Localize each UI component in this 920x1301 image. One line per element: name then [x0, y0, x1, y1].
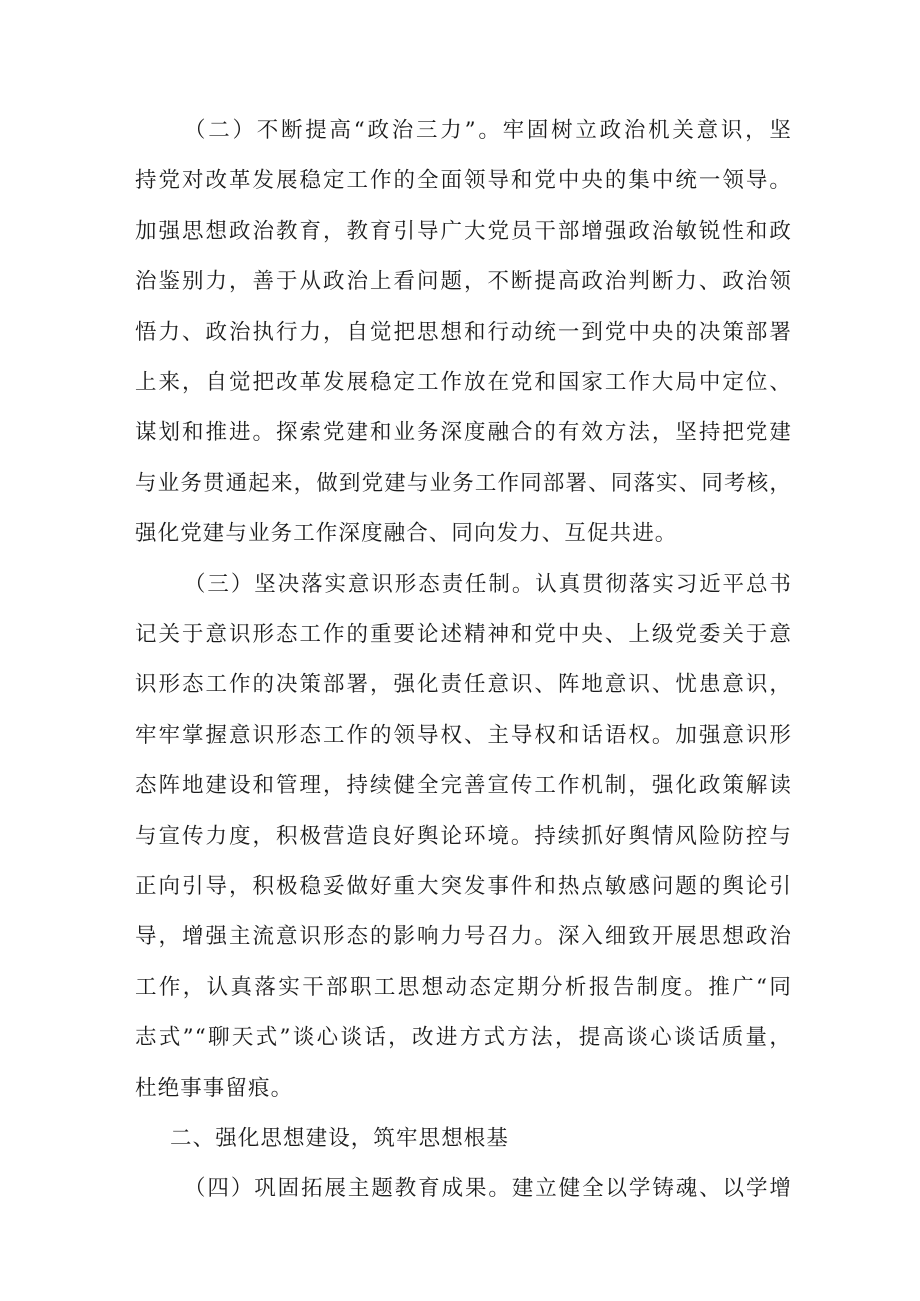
- paragraph-line: 正向引导，积极稳妥做好重大突发事件和热点敏感问题的舆论引: [135, 874, 792, 899]
- paragraph-line: 加强思想政治教育，教育引导广大党员干部增强政治敏锐性和政: [135, 219, 792, 244]
- paragraph-line: 上来，自觉把改革发展稳定工作放在党和国家工作大局中定位、: [135, 370, 792, 395]
- paragraph-line: 态阵地建设和管理，持续健全完善宣传工作机制，强化政策解读: [135, 773, 792, 798]
- paragraph-line: （四）巩固拓展主题教育成果。建立健全以学铸魂、以学增: [184, 1176, 792, 1201]
- paragraph-line: （二）不断提高“政治三力”。牢固树立政治机关意识，坚: [184, 118, 792, 143]
- paragraph-line: 与业务贯通起来，做到党建与业务工作同部署、同落实、同考核，: [135, 471, 792, 496]
- paragraph-line: 记关于意识形态工作的重要论述精神和党中央、上级党委关于意: [135, 622, 792, 647]
- paragraph-line: 牢牢掌握意识形态工作的领导权、主导权和话语权。加强意识形: [135, 723, 792, 748]
- section-heading: 二、强化思想建设，筑牢思想根基: [170, 1126, 510, 1151]
- paragraph-line: 治鉴别力，善于从政治上看问题，不断提高政治判断力、政治领: [135, 269, 792, 294]
- paragraph-line: 持党对改革发展稳定工作的全面领导和党中央的集中统一领导。: [135, 168, 792, 193]
- paragraph-line: 杜绝事事留痕。: [135, 1076, 294, 1101]
- paragraph-line: （三）坚决落实意识形态责任制。认真贯彻落实习近平总书: [184, 572, 792, 597]
- paragraph-line: 悟力、政治执行力，自觉把思想和行动统一到党中央的决策部署: [135, 320, 792, 345]
- paragraph-line: 强化党建与业务工作深度融合、同向发力、互促共进。: [135, 521, 678, 546]
- paragraph-line: 工作，认真落实干部职工思想动态定期分析报告制度。推广“同: [135, 975, 792, 1000]
- paragraph-line: 识形态工作的决策部署，强化责任意识、阵地意识、忧患意识，: [135, 672, 792, 697]
- paragraph-line: 谋划和推进。探索党建和业务深度融合的有效方法，坚持把党建: [135, 420, 792, 445]
- paragraph-line: 与宣传力度，积极营造良好舆论环境。持续抓好舆情风险防控与: [135, 824, 792, 849]
- paragraph-line: 导，增强主流意识形态的影响力号召力。深入细致开展思想政治: [135, 924, 792, 949]
- paragraph-line: 志式”“聊天式”谈心谈话，改进方式方法，提高谈心谈话质量，: [135, 1025, 792, 1050]
